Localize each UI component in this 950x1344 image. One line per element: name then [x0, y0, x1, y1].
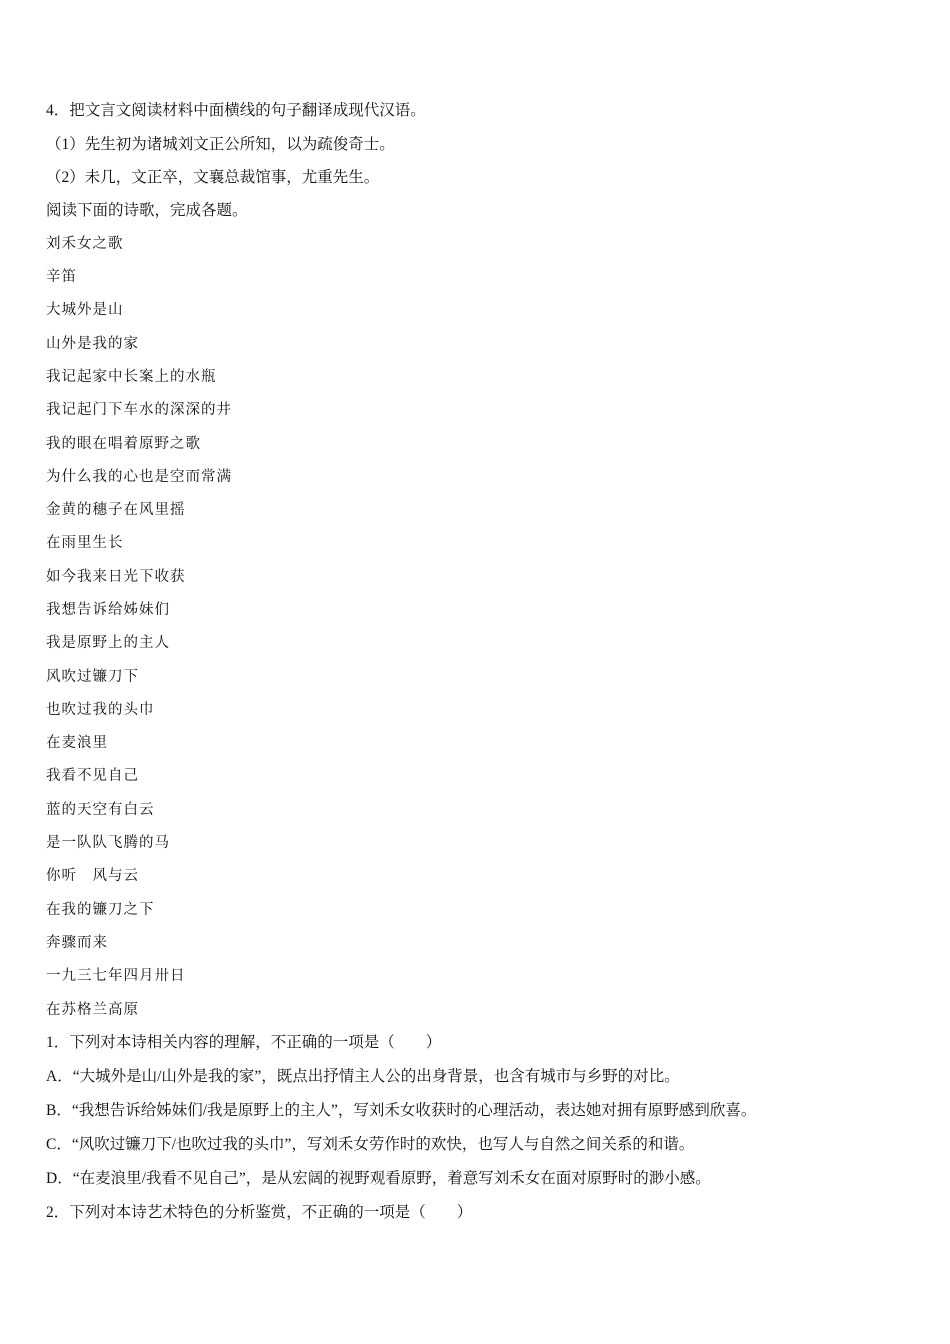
question-4-item-1: （1）先生初为诸城刘文正公所知，以为疏俊奇士。: [46, 136, 395, 153]
poem-line: 也吹过我的头巾: [46, 702, 155, 718]
poem-line: 奔骤而来: [46, 935, 108, 951]
question-1-option-a: A．“大城外是山/山外是我的家”，既点出抒情主人公的出身背景，也含有城市与乡野的对比。: [46, 1068, 680, 1085]
poem-title: 刘禾女之歌: [46, 236, 124, 252]
poem-line: 我记起门下车水的深深的井: [46, 402, 232, 418]
question-4-item-2: （2）未几，文正卒，文襄总裁馆事，尤重先生。: [46, 169, 380, 186]
poem-date: 一九三七年四月卅日: [46, 968, 186, 984]
poem-line: 我的眼在唱着原野之歌: [46, 436, 201, 452]
question-1-option-d: D．“在麦浪里/我看不见自己”，是从宏阔的视野观看原野，着意写刘禾女在面对原野时的渺小感。: [46, 1170, 711, 1187]
poem-line: 大城外是山: [46, 302, 124, 318]
poem-author: 辛笛: [46, 269, 77, 285]
question-1-stem: 1．下列对本诗相关内容的理解，不正确的一项是（ ）: [46, 1034, 442, 1051]
poem-line: 金黄的穗子在风里摇: [46, 502, 186, 518]
question-1-option-b: B．“我想告诉给姊妹们/我是原野上的主人”，写刘禾女收获时的心理活动，表达她对拥有原野感到欣喜。: [46, 1102, 757, 1119]
question-2-stem: 2．下列对本诗艺术特色的分析鉴赏，不正确的一项是（ ）: [46, 1204, 473, 1221]
poem-line: 我看不见自己: [46, 768, 139, 784]
poem-line: 我是原野上的主人: [46, 635, 170, 651]
poem-line: 是一队队飞腾的马: [46, 835, 170, 851]
poem-line: 我想告诉给姊妹们: [46, 602, 170, 618]
poem-line: 蓝的天空有白云: [46, 802, 155, 818]
poem-line: 为什么我的心也是空而常满: [46, 469, 232, 485]
poem-line: 风吹过镰刀下: [46, 669, 139, 685]
question-1-option-c: C．“风吹过镰刀下/也吹过我的头巾”，写刘禾女劳作时的欢快，也写人与自然之间关系的和谐。: [46, 1136, 695, 1153]
question-4-stem: 4．把文言文阅读材料中面横线的句子翻译成现代汉语。: [46, 102, 426, 119]
poem-line: 如今我来日光下收获: [46, 569, 186, 585]
poem-line: 在麦浪里: [46, 735, 108, 751]
poem-intro: 阅读下面的诗歌，完成各题。: [46, 202, 248, 219]
poem-line: 山外是我的家: [46, 336, 139, 352]
poem-line: 在我的镰刀之下: [46, 902, 155, 918]
poem-place: 在苏格兰高原: [46, 1002, 139, 1018]
poem-line: 我记起家中长案上的水瓶: [46, 369, 217, 385]
poem-line: 在雨里生长: [46, 535, 124, 551]
poem-line: 你听 风与云: [46, 868, 139, 884]
